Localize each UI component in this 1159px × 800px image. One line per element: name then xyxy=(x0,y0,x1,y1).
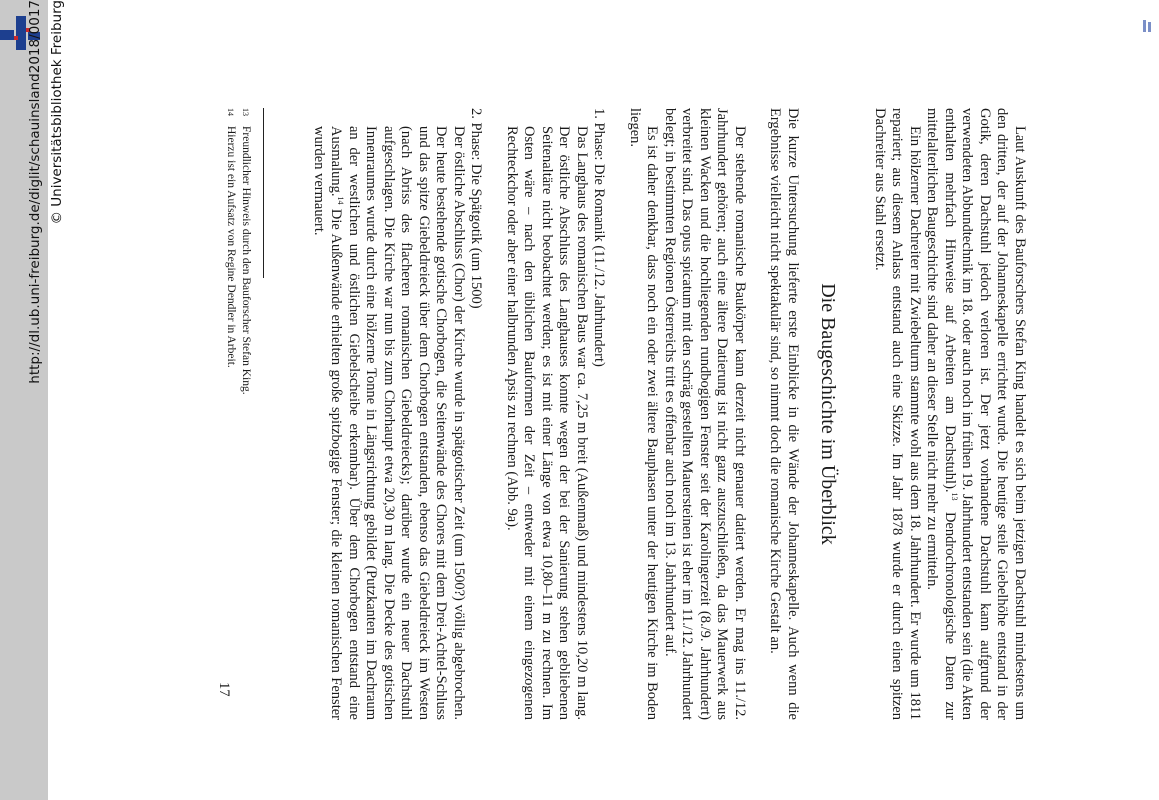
footnotes xyxy=(223,108,264,720)
corner-icon xyxy=(1143,20,1155,32)
footnote-number: 13 xyxy=(241,108,250,116)
footnote-number: 14 xyxy=(226,108,235,116)
paragraph: Es ist daher denkbar, dass noch ein oder zwei ältere Bauphasen unter der heutigen Kirche im Boden liegen. xyxy=(627,108,661,720)
phase-1 xyxy=(503,108,608,720)
footer-url[interactable]: http://dl.ub.uni-freiburg.de/diglit/schauinsland2018/0017 xyxy=(27,0,43,384)
scanned-page xyxy=(80,0,1040,800)
phase-body: Der östliche Abschluss (Chor) der Kirche wurde in spätgotischer Zeit (um 1500?) völlig abgebrochen. Der heute bestehende gotische Chorbogen, die Seitenwände des Chores mit dem Drei-Achtel-Schluss und das spitze Giebeldreieck über dem Chorbogen entstanden, ebenso das Giebeldreieck im Westen (nach Abriss des flacheren romanischen Giebeldreiecks); darüber wurde ein neuer Dachstuhl aufgeschlagen. Die Kirche war nun bis zum Chorhaupt etwa 20,30 m lang. Die Decke des gotischen Innenraumes wurde durch eine hölzerne Tonne in Längsrichtung gebildet (Putzkanten im Dachraum an der westlichen und östlichen Giebelscheibe erkennbar). Über dem Chorbogen entstand eine Ausmalung.$^{14}$ Die Außenwände erhielten große spitzbogige Fenster; die kleinen romanischen Fenster wurden vermauert. xyxy=(311,126,467,720)
viewer-sidebar xyxy=(0,0,65,800)
footnote-text: Freundlicher Hinweis durch den Bauforscher Stefan King. xyxy=(240,126,252,395)
page-body xyxy=(310,108,1029,720)
footnote-divider xyxy=(263,108,264,278)
phase-title: 2. Phase: Die Spätgotik (um 1500) xyxy=(468,108,485,309)
paragraph: Die kurze Untersuchung lieferte erste Einblicke in die Wände der Johanneskapelle. Auch wenn die Ergebnisse vielleicht nicht spektakulär sind, so nimmt doch die romanische Kirche Gestalt an. xyxy=(767,108,801,720)
phase-body: Das Langhaus des romanischen Baus war ca. 7,25 m breit (Außenmaß) und mindestens 10,20 m lang. Der östliche Abschluss des Langhauses konnte wegen der bei der Sanierung stehen gebliebenen Seitenaltäre nicht beobachtet werden; es ist mit einer Länge von etwa 10,80–11 m zu rechnen. Im Osten wäre – nach den üblichen Bauformen der Zeit – entweder mit einem eingezogenen Rechteckchor oder aber einer halbrunden Apsis zu rechnen (Abb. 9a). xyxy=(504,126,590,720)
footnote-ref[interactable]: 14 xyxy=(336,196,346,205)
phase-title: 1. Phase: Die Romanik (11./12. Jahrhundert) xyxy=(591,108,608,367)
page-number: 17 xyxy=(216,682,232,697)
footnote-text: Hierzu ist ein Aufsatz von Regine Dendler in Arbeit. xyxy=(225,126,237,368)
footer-copyright: © Universitätsbibliothek Freiburg xyxy=(49,0,65,225)
paragraph: Der stehende romanische Baukörper kann derzeit nicht genauer datiert werden. Er mag ins 11./12. Jahrhundert gehören; auch eine ältere Datierung ist nicht ganz auszuschließen, da das Mauerwerk aus kleinen Wacken und die hochliegenden rundbogigen Fenster seit der Karolingerzeit (8./9. Jahrhundert) verbreitet sind. Das opus spicatum mit den schräg gestellten Mauersteinen ist eher im 11./12. Jahrhundert belegt; in bestimmten Regionen Österreichs tritt es offenbar auch noch im 13. Jahrhundert auf. xyxy=(662,108,748,720)
footnote xyxy=(223,108,238,720)
section-heading: Die Baugeschichte im Überblick xyxy=(817,283,840,545)
paragraph: Ein hölzerner Dachreiter mit Zwiebelturm stammte wohl aus dem 18. Jahrhundert. Er wurde um 1811 repariert; aus diesem Anlass entstand auch eine Skizze. Im Jahr 1878 wurde er durch einen spitzen Dachreiter aus Stahl ersetzt. xyxy=(872,108,923,720)
footnote-ref[interactable]: 13 xyxy=(949,492,959,501)
viewer-footer xyxy=(24,0,72,800)
phase-2 xyxy=(310,108,485,720)
footnote xyxy=(238,108,253,720)
paragraph: Laut Auskunft des Bauforschers Stefan King handelt es sich beim jetzigen Dachstuhl mindestens um den dritten, der auf der Johanneskapelle errichtet wurde. Die heutige steile Giebelhöhe entstand in der Gotik, deren Dachstuhl jedoch verloren ist. Der jetzt vorhandene Dachstuhl kann aufgrund der verwendeten Abbundtechnik im 18. oder auch noch im frühen 19. Jahrhundert entstanden sein (die Akten enthalten mehrfach Hinweise auf Arbeiten am Dachstuhl).$^{13}$ Dendrochronologische Daten zur mittelalterlichen Baugeschichte sind daher an dieser Stelle nicht mehr zu ermitteln. xyxy=(924,108,1028,720)
